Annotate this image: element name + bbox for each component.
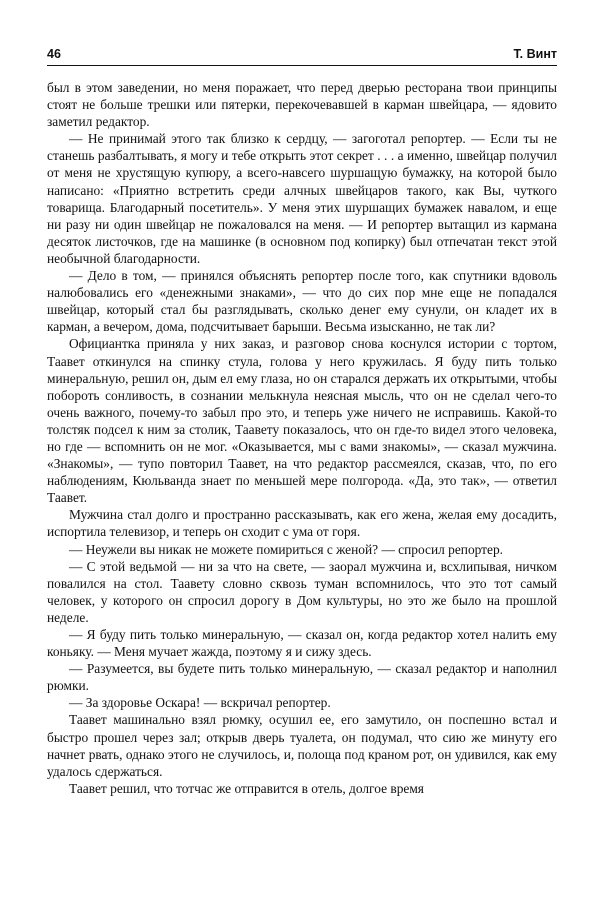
page-number: 46 — [47, 47, 61, 61]
paragraph: — Неужели вы никак не можете помириться с женой? — спросил репортер. — [69, 541, 504, 557]
paragraph: Таавет решил, что тотчас же отправится в отель, долгое время — [69, 780, 424, 796]
body-text — [47, 79, 557, 797]
paragraph: — Не принимай этого так близко к сердцу, — загоготал репортер. — Если ты не станешь разбалтывать, я могу и тебе открыть этот секрет . . . а именно, швейцар получил от меня не хрустящую купюру, а всего-навсего шуршащую бумажку, на которой было написано: «Приятно встретить среди алчных швейцаров такого, как Вы, чуткого товарища. Благодарный посетитель». У меня этих шуршащих бумажек навалом, и еще ни разу ни один швейцар не пожаловался на меня. — И репортер вытащил из кармана десяток листочков, где на машинке (в основном под копирку) был отпечатан текст этой необычной благодарности. — [47, 131, 557, 266]
paragraph: Таавет машинально взял рюмку, осушил ее, его замутило, он поспешно встал и быстро прошел через зал; открыв дверь туалета, он подумал, что сию же минуту его начнет рвать, однако этого не случилось, и, полоща под краном рот, он удивился, как ему удалось сдержаться. — [47, 712, 557, 779]
paragraph: был в этом заведении, но меня поражает, что перед дверью ресторана твои принципы стоят не больше трешки или пятерки, перекочевавшей в карман швейцара, — ядовито заметил редактор. — [47, 80, 557, 130]
page-header — [47, 44, 557, 64]
paragraph: — За здоровье Оскара! — вскричал репортер. — [69, 695, 331, 711]
paragraph: — Я буду пить только минеральную, — сказал он, когда редактор хотел налить ему коньяку. — Меня мучает жажда, поэтому я и сижу здесь. — [47, 627, 557, 660]
paragraph: Официантка приняла у них заказ, и разговор снова коснулся истории с тортом, Таавет откинулся на спинку стула, голова у него кружилась. Я буду пить только минеральную, решил он, дым ел ему глаза, но он старался держать их открытыми, чтобы побороть сонливость, в сознании мелькнула неясная мысль, что он не сделал чего-то очень важного, почему-то забыл про это, и теперь уже ничего не исправишь. Какой-то толстяк подсел к ним за столик, Таавету показалось, что он где-то видел этого человека, но где — вспомнить он не мог. «Оказывается, мы с вами знакомы», — сказал мужчина. «Знакомы», — тупо повторил Таавет, на что редактор рассмеялся, сказав, что, по его наблюдениям, Кюльванда знает по меньшей мере полгорода. «Да, это так», — ответил Таавет. — [47, 336, 557, 506]
paragraph: — С этой ведьмой — ни за что на свете, — заорал мужчина и, всхлипывая, ничком повалился на стол. Таавету словно сквозь туман вспомнилось, что это тот самый человек, у которого он спросил дорогу в Дом культуры, но это же было на прошлой неделе. — [47, 558, 557, 625]
running-head-author: Т. Винт — [513, 47, 557, 61]
paragraph: — Дело в том, — принялся объяснять репортер после того, как спутники вдоволь налюбовались его «денежными знаками», — что до сих пор мне еще не попадался швейцар, который стал бы разглядывать, сколько денег ему сунули, он кладет их в карман, а вечером, дома, подсчитывает барыши. Весьма изысканно, не так ли? — [47, 268, 557, 335]
paragraph: — Разумеется, вы будете пить только минеральную, — сказал редактор и наполнил рюмки. — [47, 661, 557, 694]
header-rule — [47, 65, 557, 66]
paragraph: Мужчина стал долго и пространно рассказывать, как его жена, желая ему досадить, испортила телевизор, и теперь он сходит с ума от горя. — [47, 507, 557, 540]
